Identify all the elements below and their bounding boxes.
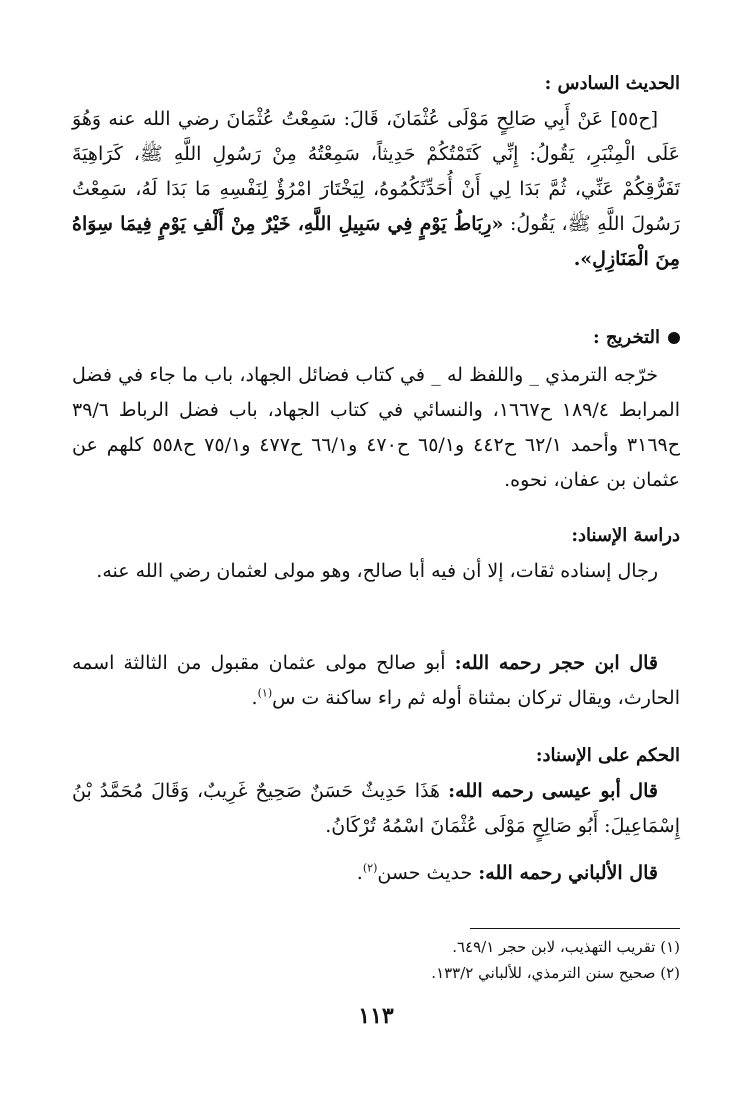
- tirmidhi-label: قال أبو عيسى رحمه الله:: [448, 780, 658, 802]
- hadith-heading: الحديث السادس :: [544, 73, 680, 94]
- albani-label: قال الألباني رحمه الله:: [478, 862, 658, 884]
- tirmidhi-body: هَذَا حَدِيثٌ حَسَنٌ صَحِيحٌ غَرِيبٌ، وَقَالَ مُحَمَّدُ بْنُ إِسْمَاعِيلَ: أَبُو صَالِحٍ مَوْلَى عُثْمَانَ اسْمُهُ تُرْكَانُ.: [72, 780, 680, 837]
- page-number: ١١٣: [358, 1003, 394, 1029]
- ruling-section: [72, 742, 680, 891]
- ibn-hajar-label: قال ابن حجر رحمه الله:: [454, 652, 658, 674]
- hadith-text-bold: «رِبَاطُ يَوْمٍ فِي سَبِيلِ اللَّهِ، خَيْرٌ مِنْ أَلْفِ يَوْمٍ فِيمَا سِوَاهُ مِنَ الْمَنَازِلِ».: [72, 213, 680, 270]
- takhrij-heading-text: التخريج :: [592, 327, 660, 348]
- footnotes: [72, 934, 680, 986]
- bullet-icon: [668, 332, 680, 344]
- hadith-text: [72, 102, 680, 277]
- ibn-hajar-end: .: [251, 687, 258, 709]
- isnad-study-heading: دراسة الإسناد:: [571, 525, 680, 546]
- takhrij-heading: [72, 324, 680, 352]
- isnad-study-section: [72, 522, 680, 589]
- footnote-divider: [470, 928, 680, 929]
- ibn-hajar-body: أبو صالح مولى عثمان مقبول من الثالثة اسمه الحارث، ويقال تركان بمثناة أوله ثم راء ساكنة ت س: [72, 652, 680, 709]
- albani-text: [72, 856, 680, 891]
- hadith-text-plain: [ح٥٥] عَنْ أَبِي صَالِحٍ مَوْلَى عُثْمَانَ، قَالَ: سَمِعْتُ عُثْمَانَ رضي الله عنه وَهُوَ عَلَى الْمِنْبَرِ، يَقُولُ: إِنِّي كَتَمْتُكُمْ حَدِيثاً، سَمِعْتُهُ مِنْ رَسُولِ اللَّهِ ﷺ، كَرَاهِيَةَ تَفَرُّقِكُمْ عَنِّي، ثُمَّ بَدَا لِي أَنْ أُحَدِّثَكُمُوهُ، لِيَخْتَارَ امْرُؤٌ لِنَفْسِهِ مَا بَدَا لَهُ، سَمِعْتُ رَسُولَ اللَّهِ ﷺ، يَقُولُ:: [72, 108, 680, 235]
- isnad-study-text: رجال إسناده ثقات، إلا أن فيه أبا صالح، وهو مولى لعثمان رضي الله عنه.: [96, 560, 658, 582]
- footnote-2: (٢) صحيح سنن الترمذي، للألباني ١٣٣/٢.: [431, 964, 680, 982]
- takhrij-text: خرّجه الترمذي _ واللفظ له _ في كتاب فضائل الجهاد، باب ما جاء في فضل المرابط ١٨٩/٤ ح١٦٦٧، والنسائي في كتاب الجهاد، باب فضل الرباط ٣٩/٦ ح٣١٦٩ وأحمد ٦٢/١ ح٤٤٢ و٦٥/١ ح٤٧٠ و٦٦/١ ح٤٧٧ و٧٥/١ ح٥٥٨ كلهم عن عثمان بن عفان، نحوه.: [72, 364, 681, 491]
- tirmidhi-text: [72, 774, 680, 844]
- albani-end: .: [356, 862, 363, 884]
- ruling-heading: الحكم على الإسناد:: [535, 745, 680, 766]
- albani-body: حديث حسن: [377, 862, 479, 884]
- ibn-hajar-text: [72, 646, 680, 716]
- takhrij-section: [72, 324, 680, 498]
- footnote-1: (١) تقريب التهذيب، لابن حجر ٦٤٩/١.: [452, 938, 680, 956]
- footnote-ref-2: (٢): [362, 861, 378, 875]
- hadith-section: [72, 70, 680, 277]
- ibn-hajar-section: [72, 646, 680, 716]
- footnote-ref-1: (١): [257, 686, 273, 700]
- document-page: [72, 58, 680, 1068]
